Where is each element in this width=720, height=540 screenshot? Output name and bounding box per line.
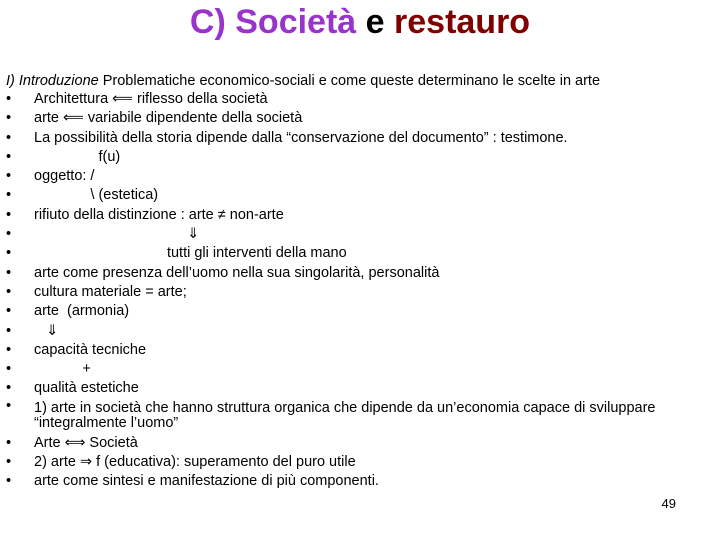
list-item: • rifiuto della distinzione : arte ≠ non-arte [6,206,706,225]
list-item: • 1) arte in società che hanno struttura organica che dipende da un’economia capace di sviluppare “integralmente l’uomo” [6,399,706,434]
list-item: • + [6,360,706,379]
list-item: • oggetto: / [6,167,706,186]
list-item: • capacità tecniche [6,341,706,360]
list-item: • 2) arte ⇒ f (educativa): superamento del puro utile [6,453,706,472]
slide-title [0,2,720,42]
list-item: • qualità estetiche [6,379,706,398]
intro-text: Problematiche economico-sociali e come queste determinano le scelte in arte [102,73,601,89]
list-item: • \ (estetica) [6,186,706,205]
list-item: • arte come sintesi e manifestazione di più componenti. [6,472,706,491]
intro-line [6,72,600,90]
title-part-e: e [365,3,385,41]
list-item: • arte come presenza dell’uomo nella sua singolarità, personalità [6,264,706,283]
list-item: • La possibilità della storia dipende dalla “conservazione del documento” : testimone. [6,129,706,148]
intro-lead: I) Introduzione [6,73,99,89]
list-item: • Architettura ⟸ riflesso della società [6,90,706,109]
title-part-restauro: restauro [394,3,531,41]
list-item: • ⇓ [6,322,706,341]
page-number: 49 [661,496,676,511]
list-item: • cultura materiale = arte; [6,283,706,302]
title-part-societa: C) Società [189,3,357,41]
list-item: • arte (armonia) [6,302,706,321]
list-item: • Arte ⟺ Società [6,434,706,453]
bullet-list [6,90,706,492]
list-item: • arte ⟸ variabile dipendente della società [6,109,706,128]
list-item: • ⇓ [6,225,706,244]
list-item: • f(u) [6,148,706,167]
list-item: • tutti gli interventi della mano [6,244,706,263]
